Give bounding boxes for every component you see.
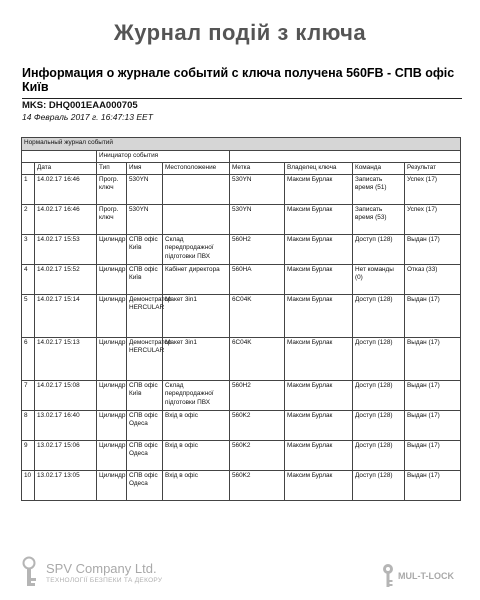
cell-type: Цилиндр bbox=[97, 411, 127, 441]
cell-result: Выдан (17) bbox=[405, 338, 461, 381]
cell-command: Нет команды (0) bbox=[353, 265, 405, 295]
cell-date: 13.02.17 13:05 bbox=[35, 471, 97, 501]
table-row bbox=[22, 411, 461, 441]
row-number: 7 bbox=[22, 381, 35, 411]
mks-id: MKS: DHQ001EAA000705 bbox=[22, 100, 138, 111]
company-name: SPV Company Ltd. bbox=[46, 561, 157, 576]
row-number: 2 bbox=[22, 205, 35, 235]
cell-date: 13.02.17 16:40 bbox=[35, 411, 97, 441]
group-spacer-right bbox=[230, 151, 461, 163]
cell-owner: Максим Бурлак bbox=[285, 175, 353, 205]
cell-result: Успех (17) bbox=[405, 205, 461, 235]
cell-location: Склад передпродажної підготовки ПВХ bbox=[163, 235, 230, 265]
cell-type: Цилиндр bbox=[97, 381, 127, 411]
cell-command: Доступ (128) bbox=[353, 441, 405, 471]
mul-t-lock-logo bbox=[380, 563, 454, 589]
cell-location: Вхід в офіс bbox=[163, 411, 230, 441]
row-number: 1 bbox=[22, 175, 35, 205]
cell-command: Записать время (53) bbox=[353, 205, 405, 235]
cell-result: Выдан (17) bbox=[405, 411, 461, 441]
col-header-number bbox=[22, 163, 35, 175]
cell-owner: Максим Бурлак bbox=[285, 205, 353, 235]
col-header-type: Тип bbox=[97, 163, 127, 175]
table-row bbox=[22, 175, 461, 205]
cell-name: СПВ офіс Одеса bbox=[127, 441, 163, 471]
cell-location: Макет 3in1 bbox=[163, 295, 230, 338]
cell-result: Отказ (33) bbox=[405, 265, 461, 295]
cell-type: Цилиндр bbox=[97, 235, 127, 265]
table-row bbox=[22, 441, 461, 471]
cell-mark: 560K2 bbox=[230, 441, 285, 471]
cell-location: Склад передпродажної підготовки ПВХ bbox=[163, 381, 230, 411]
cell-date: 14.02.17 15:53 bbox=[35, 235, 97, 265]
row-number: 4 bbox=[22, 265, 35, 295]
cell-date: 14.02.17 15:52 bbox=[35, 265, 97, 295]
cell-name: Демонстратор HERCULAR bbox=[127, 338, 163, 381]
cell-owner: Максим Бурлак bbox=[285, 381, 353, 411]
cell-date: 14.02.17 15:08 bbox=[35, 381, 97, 411]
event-log-table bbox=[21, 137, 461, 501]
cell-command: Доступ (128) bbox=[353, 338, 405, 381]
section-label: Нормальный журнал событий bbox=[22, 138, 461, 151]
col-header-location: Местоположение bbox=[163, 163, 230, 175]
report-heading: Информация о журнале событий с ключа получена 560FB - СПВ офіс Київ bbox=[22, 66, 462, 99]
cell-location bbox=[163, 205, 230, 235]
row-number: 10 bbox=[22, 471, 35, 501]
cell-name: СПВ офіс Київ bbox=[127, 235, 163, 265]
cell-mark: 560H2 bbox=[230, 381, 285, 411]
row-number: 6 bbox=[22, 338, 35, 381]
row-number: 9 bbox=[22, 441, 35, 471]
cell-command: Доступ (128) bbox=[353, 471, 405, 501]
table-row bbox=[22, 381, 461, 411]
cell-owner: Максим Бурлак bbox=[285, 235, 353, 265]
cell-command: Доступ (128) bbox=[353, 381, 405, 411]
col-header-mark: Метка bbox=[230, 163, 285, 175]
cell-result: Выдан (17) bbox=[405, 295, 461, 338]
initiator-group-label: Инициатор события bbox=[97, 151, 230, 163]
cell-mark: 560HA bbox=[230, 265, 285, 295]
cell-command: Доступ (128) bbox=[353, 295, 405, 338]
cell-result: Выдан (17) bbox=[405, 235, 461, 265]
table-row bbox=[22, 471, 461, 501]
cell-date: 14.02.17 16:46 bbox=[35, 175, 97, 205]
cell-location: Вхід в офіс bbox=[163, 441, 230, 471]
cell-mark: 560K2 bbox=[230, 411, 285, 441]
cell-result: Выдан (17) bbox=[405, 471, 461, 501]
partner-logo-text: MUL-T-LOCK bbox=[398, 571, 454, 581]
table-row bbox=[22, 338, 461, 381]
company-tagline: ТЕХНОЛОГІЇ БЕЗПЕКИ ТА ДЕКОРУ bbox=[46, 577, 163, 584]
cell-location: Кабінет директора bbox=[163, 265, 230, 295]
cell-type: Цилиндр bbox=[97, 265, 127, 295]
row-number: 3 bbox=[22, 235, 35, 265]
cell-name: Демонстратор HERCULAR bbox=[127, 295, 163, 338]
cell-location: Вхід в офіс bbox=[163, 471, 230, 501]
cell-type: Цилиндр bbox=[97, 471, 127, 501]
cell-name: 530YN bbox=[127, 205, 163, 235]
cell-date: 14.02.17 15:14 bbox=[35, 295, 97, 338]
cell-result: Успех (17) bbox=[405, 175, 461, 205]
table-row bbox=[22, 235, 461, 265]
cell-date: 13.02.17 15:06 bbox=[35, 441, 97, 471]
col-header-owner: Владелец ключа bbox=[285, 163, 353, 175]
cell-name: СПВ офіс Одеса bbox=[127, 411, 163, 441]
cell-owner: Максим Бурлак bbox=[285, 441, 353, 471]
page-title: Журнал подій з ключа bbox=[113, 20, 367, 45]
cell-owner: Максим Бурлак bbox=[285, 295, 353, 338]
cell-location: Макет 3in1 bbox=[163, 338, 230, 381]
col-header-command: Команда bbox=[353, 163, 405, 175]
table-row bbox=[22, 295, 461, 338]
spv-key-icon bbox=[18, 556, 40, 590]
cell-owner: Максим Бурлак bbox=[285, 411, 353, 441]
cell-type: Прогр. ключ bbox=[97, 205, 127, 235]
cell-command: Доступ (128) bbox=[353, 411, 405, 441]
mul-t-lock-key-icon bbox=[380, 563, 396, 589]
col-header-name: Имя bbox=[127, 163, 163, 175]
cell-result: Выдан (17) bbox=[405, 441, 461, 471]
spv-company-logo bbox=[18, 556, 162, 590]
row-number: 5 bbox=[22, 295, 35, 338]
cell-date: 14.02.17 15:13 bbox=[35, 338, 97, 381]
cell-result: Выдан (17) bbox=[405, 381, 461, 411]
cell-mark: 6C04K bbox=[230, 295, 285, 338]
col-header-result: Результат bbox=[405, 163, 461, 175]
cell-location bbox=[163, 175, 230, 205]
cell-mark: 530YN bbox=[230, 205, 285, 235]
cell-mark: 6C04K bbox=[230, 338, 285, 381]
table-row bbox=[22, 205, 461, 235]
cell-date: 14.02.17 16:46 bbox=[35, 205, 97, 235]
table-row bbox=[22, 265, 461, 295]
cell-mark: 560K2 bbox=[230, 471, 285, 501]
cell-command: Доступ (128) bbox=[353, 235, 405, 265]
cell-name: СПВ офіс Одеса bbox=[127, 471, 163, 501]
cell-owner: Максим Бурлак bbox=[285, 265, 353, 295]
cell-mark: 530YN bbox=[230, 175, 285, 205]
cell-mark: 560H2 bbox=[230, 235, 285, 265]
cell-name: 530YN bbox=[127, 175, 163, 205]
cell-type: Цилиндр bbox=[97, 441, 127, 471]
cell-owner: Максим Бурлак bbox=[285, 471, 353, 501]
col-header-date: Дата bbox=[35, 163, 97, 175]
cell-type: Цилиндр bbox=[97, 295, 127, 338]
row-number: 8 bbox=[22, 411, 35, 441]
group-spacer bbox=[22, 151, 97, 163]
cell-name: СПВ офіс Київ bbox=[127, 265, 163, 295]
report-date: 14 Февраль 2017 г. 16:47:13 EET bbox=[22, 112, 153, 122]
cell-type: Прогр. ключ bbox=[97, 175, 127, 205]
cell-command: Записать время (51) bbox=[353, 175, 405, 205]
cell-owner: Максим Бурлак bbox=[285, 338, 353, 381]
cell-type: Цилиндр bbox=[97, 338, 127, 381]
cell-name: СПВ офіс Київ bbox=[127, 381, 163, 411]
